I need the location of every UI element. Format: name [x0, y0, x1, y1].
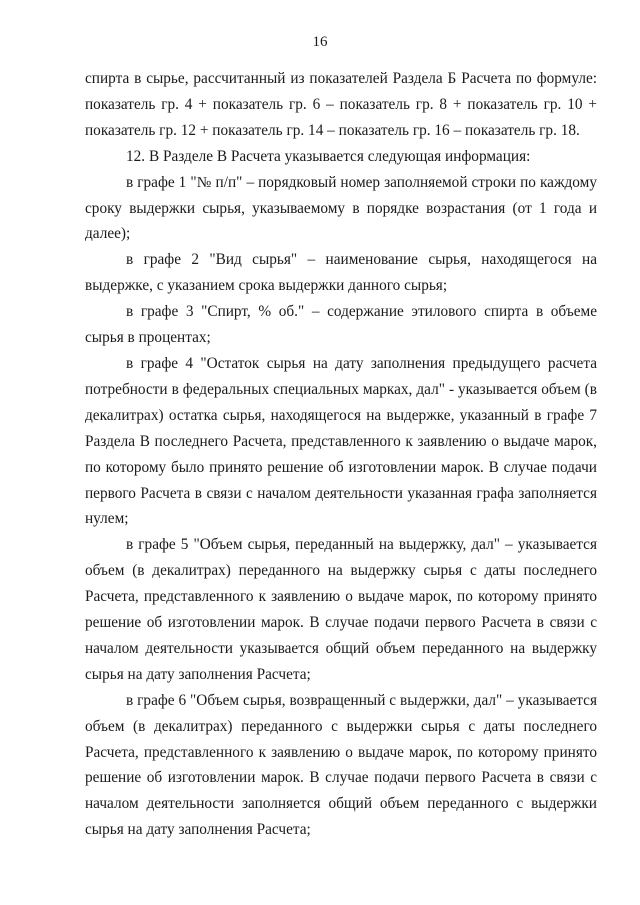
paragraph-column-4: в графе 4 "Остаток сырья на дату заполнения предыдущего расчета потребности в федеральных специальных марках, дал" - указывается объем (в декалитрах) остатка сырья, находящегося на выдержке, указанный в графе 7 Раздела В последнего Расчета, представленного к заявлению о выдаче марок, по которому было принято решение об изготовлении марок. В случае подачи первого Расчета в связи с началом деятельности указанная графа заполняется нулем; [85, 354, 597, 528]
paragraph-column-5: в графе 5 "Объем сырья, переданный на выдержку, дал" – указывается объем (в декалитрах) переданного на выдержку сырья с даты последнего Расчета, представленного к заявлению о выдаче марок, по которому принято решение об изготовлении марок. В случае подачи первого Расчета в связи с началом деятельности указывается общий объем переданного на выдержку сырья на дату заполнения Расчета; [85, 536, 597, 683]
document-body [85, 66, 597, 843]
paragraph-section-v-intro: 12. В Разделе В Расчета указывается следующая информация: [126, 147, 531, 165]
paragraph-column-6: в графе 6 "Объем сырья, возвращенный с выдержки, дал" – указывается объем (в декалитрах) переданного с выдержки сырья с даты последнего Расчета, представленного к заявлению о выдаче марок, по которому принято решение об изготовлении марок. В случае подачи первого Расчета в связи с началом деятельности заполняется общий объем переданного с выдержки сырья на дату заполнения Расчета; [85, 691, 597, 839]
page-number: 16 [312, 34, 328, 50]
paragraph-column-1: в графе 1 "№ п/п" – порядковый номер заполняемой строки по каждому сроку выдержки сырья, указываемому в порядке возрастания (от 1 года и далее); [85, 173, 597, 243]
paragraph-column-3: в графе 3 "Спирт, % об." – содержание этилового спирта в объеме сырья в процентах; [85, 303, 597, 347]
paragraph-column-2: в графе 2 "Вид сырья" – наименование сырья, находящегося на выдержке, с указанием срока выдержки данного сырья; [85, 251, 597, 295]
paragraph-formula-continuation: спирта в сырье, рассчитанный из показателей Раздела Б Расчета по формуле: показатель гр. 4 + показатель гр. 6 – показатель гр. 8 + показатель гр. 10 + показатель гр. 12 + показатель гр. 14 – показатель гр. 16 – показатель гр. 18. [85, 70, 597, 139]
